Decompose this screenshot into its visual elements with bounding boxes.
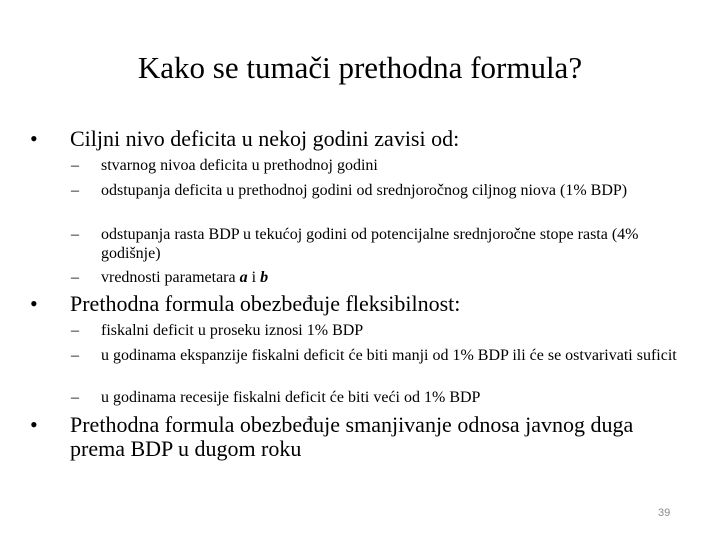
dash: – [71, 322, 79, 339]
bullet-debt-reduction [30, 413, 690, 461]
dash: – [71, 389, 79, 406]
subitem-text: odstupanja deficita u prethodnoj godini od srednjoročnog ciljnog niova (1% BDP) [101, 182, 628, 199]
bullet-dot: • [30, 126, 38, 151]
slide-title: Kako se tumači prethodna formula? [137, 50, 583, 85]
subitem [71, 156, 691, 175]
page-number: 39 [658, 507, 671, 519]
subitem-text [101, 268, 691, 287]
subitem [71, 181, 691, 200]
dash: – [71, 226, 79, 243]
dash: – [71, 182, 79, 199]
bullet-flexibility [30, 292, 690, 316]
subitem-text: stvarnog nivoa deficita u prethodnoj godini [101, 157, 378, 174]
dash: – [71, 269, 79, 286]
bullet-text: Prethodna formula obezbeđuje smanjivanje odnosa javnog duga prema BDP u dugom roku [70, 412, 634, 461]
parameter-a: a [239, 269, 248, 286]
subitem [71, 225, 691, 263]
subitem [71, 321, 691, 340]
subitem [71, 346, 691, 365]
bullet-text: Prethodna formula obezbeđuje fleksibilnost: [70, 291, 461, 316]
bullet-dot: • [30, 291, 38, 316]
bullet-deficit-target [30, 127, 690, 151]
subitem-text: odstupanja rasta BDP u tekućoj godini od potencijalne srednjoročne stope rasta (4% godišnje) [101, 226, 639, 262]
subitem-text: u godinama recesije fiskalni deficit će biti veći od 1% BDP [101, 389, 481, 406]
parameters-joiner: i [247, 269, 261, 286]
parameter-b: b [260, 269, 269, 286]
subitem [71, 388, 691, 407]
subitem-text: u godinama ekspanzije fiskalni deficit će biti manji od 1% BDP ili će se ostvarivati suficit [101, 347, 677, 364]
subitem-text: fiskalni deficit u proseku iznosi 1% BDP [101, 322, 364, 339]
dash: – [71, 157, 79, 174]
subitem-parameters [71, 268, 691, 287]
bullet-text: Ciljni nivo deficita u nekoj godini zavisi od: [70, 126, 460, 151]
parameters-prefix: vrednosti parametara [101, 269, 240, 286]
bullet-dot: • [30, 412, 38, 437]
dash: – [71, 347, 79, 364]
